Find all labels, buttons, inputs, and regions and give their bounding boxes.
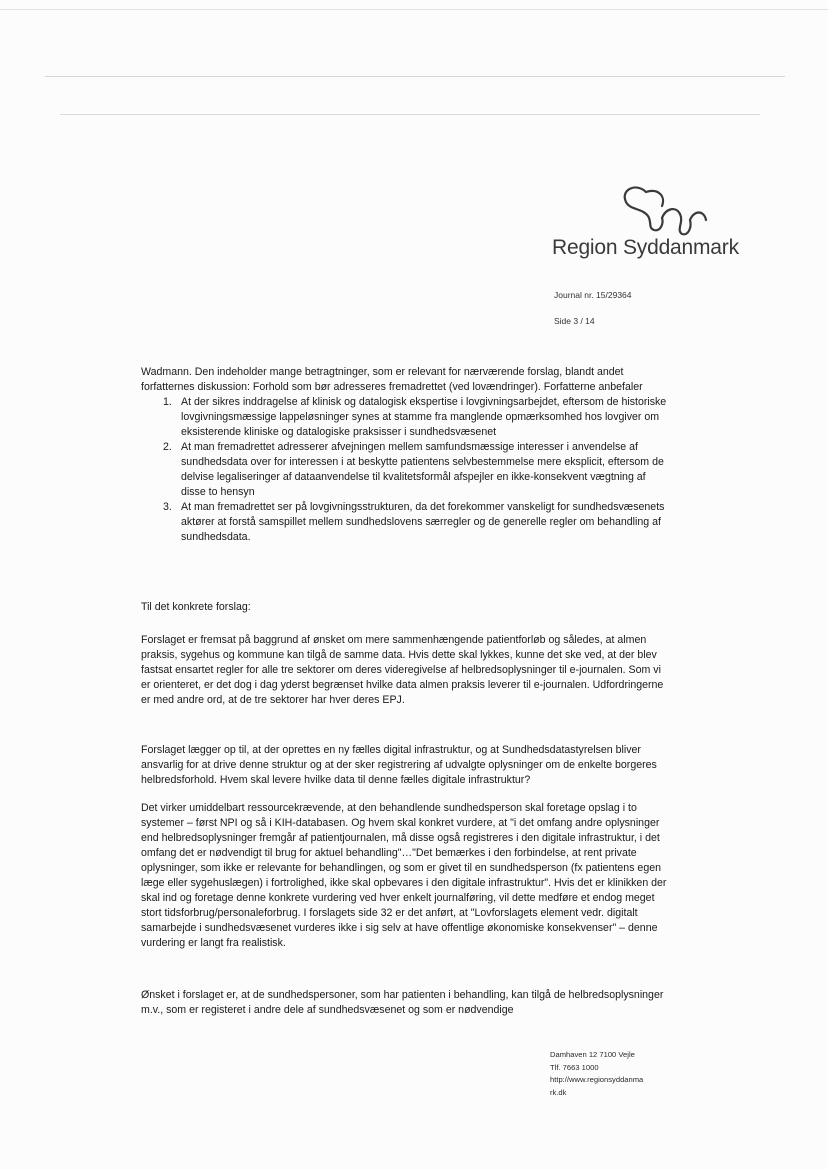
footer-contact	[550, 1049, 680, 1099]
paragraph: Det virker umiddelbart ressourcekrævende, at den behandlende sundhedsperson skal foretage opslag i to systemer – først NPI og så i KIH-databasen. Og hvem skal konkret vurdere, at "i det omfang andre oplysninger end helbredsoplysninger fremgår af patientjournalen, må disse også registreres i den digitale infrastruktur, i det omfang det er nødvendigt til brug for aktuel behandling"…"Det bemærkes i den forbindelse, at rent private oplysninger, som ikke er relevante for behandlingen, og som er givet til en sundhedsperson (fx patientens egen læge eller sygehuslægen) i fortrolighed, ikke skal opbevares i den digitale infrastruktur". Hvis det er klinikken der skal ind og foretage denne konkrete vurdering ved hver enkelt journalføring, vil dette medføre et endog meget stort tidsforbrug/personaleforbrug. I forslagets side 32 er det anført, at "Lovforslagets element vedr. digitalt samarbejde i sundhedsvæsenet vurderes ikke i sig selv at have offentlige økonomiske konsekvenser" – denne vurdering er langt fra realistisk.	[141, 802, 667, 949]
section-heading: Til det konkrete forslag:	[141, 601, 251, 613]
letter-body	[141, 365, 671, 545]
scan-artifact-line	[60, 114, 760, 115]
scan-artifact-line	[0, 9, 828, 10]
recommendations-list	[141, 395, 671, 545]
paragraph: Ønsket i forslaget er, at de sundhedspersoner, som har patienten i behandling, kan tilgå de helbredsoplysninger m.v., som er registeret i andre dele af sundhedsvæsenet og som er nødvendige	[141, 989, 664, 1016]
organization-name: Region Syddanmark	[552, 236, 739, 259]
intro-paragraph: Wadmann. Den indeholder mange betragtninger, som er relevant for nærværende forslag, blandt andet forfatternes diskussion: Forhold som bør adresseres fremadrettet (ved lovændringer). Forfatterne anbefaler	[141, 366, 643, 393]
list-item-text: At man fremadrettet adresserer afvejningen mellem samfundsmæssige interesser i anvendelse af sundhedsdata over for interessen i at beskytte patientens selvbestemmelse mere eksplicit, eftersom de delvise legaliseringer af dataanvendelse til kvalitetsformål afspejler en ikke-konsekvent vægtning af disse to hensyn	[181, 441, 664, 498]
list-item	[141, 500, 671, 545]
page-number: Side 3 / 14	[554, 316, 595, 326]
list-item-text: At man fremadrettet ser på lovgivningsstrukturen, da det forekommer vanskeligt for sundhedsvæsenets aktører at forstå samspillet mellem sundhedslovens særregler og de generelle regler om behandling af sundhedsdata.	[181, 501, 665, 543]
journal-number: Journal nr. 15/29364	[554, 290, 632, 300]
paragraph: Forslaget lægger op til, at der oprettes en ny fælles digital infrastruktur, og at Sundhedsdatastyrelsen bliver ansvarlig for at drive denne struktur og at der sker registrering af udvalgte oplysninger om de enkelte borgeres helbredsforhold. Hvem skal levere hvilke data til denne fælles digitale infrastruktur?	[141, 744, 657, 786]
list-item-number: 2.	[163, 441, 172, 453]
list-item-number: 1.	[163, 396, 172, 408]
footer-website-link[interactable]: http://www.regionsyddanma	[550, 1075, 644, 1084]
list-item	[141, 395, 671, 440]
paragraph: Forslaget er fremsat på baggrund af ønsket om mere sammenhængende patientforløb og således, at almen praksis, sygehus og kommune kan tilgå de samme data. Hvis dette skal lykkes, kunne det ske ved, at der blev fastsat ensartet regler for alle tre sektorer om deres videregivelse af helbredsoplysninger til e-journalen. Som vi er orienteret, er det dog i dag yderst begrænset hvilke data almen praksis leverer til e-journalen. Udfordringerne er med andre ord, at de tre sektorer har hver deres EPJ.	[141, 634, 664, 706]
list-item-text: At der sikres inddragelse af klinisk og datalogisk ekspertise i lovgivningsarbejdet, eftersom de historiske lovgivningsmæssige lappeløsninger synes at stamme fra manglende opmærksomhed hos lovgiver om eksisterende kliniske og datalogiske praksisser i sundhedsvæsenet	[181, 396, 667, 438]
list-item	[141, 440, 671, 500]
footer-website-link-cont[interactable]: rk.dk	[550, 1087, 567, 1097]
scan-artifact-line	[45, 76, 785, 77]
footer-address: Damhaven 12 7100 Vejle	[550, 1050, 635, 1059]
footer-phone: Tlf. 7663 1000	[550, 1062, 599, 1072]
list-item-number: 3.	[163, 501, 172, 513]
